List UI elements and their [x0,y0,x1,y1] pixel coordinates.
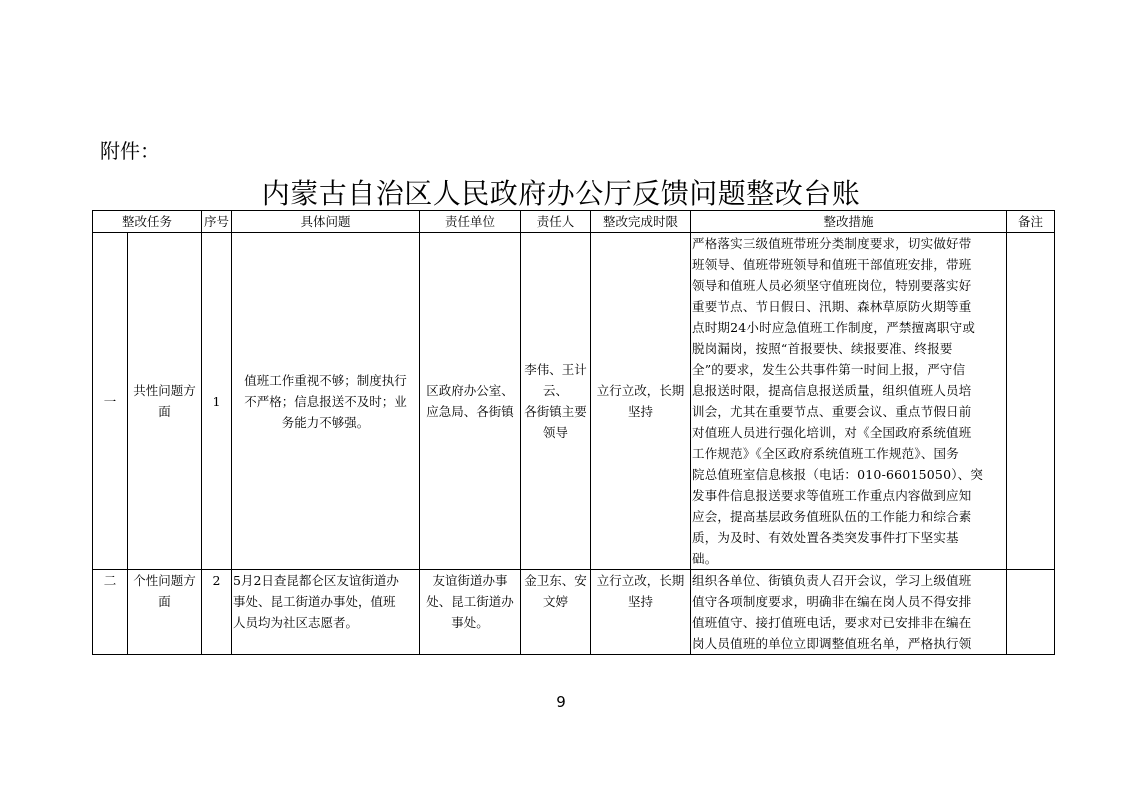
seq-cell: 2 [202,570,232,655]
task-number-cell: 二 [93,570,128,655]
attachment-label: 附件： [100,139,160,163]
unit-cell: 区政府办公室、 应急局、各街镇 [420,233,521,570]
remark-cell [1007,570,1055,655]
task-number-cell: 一 [93,233,128,570]
seq-cell: 1 [202,233,232,570]
page-number: 9 [556,693,566,711]
rectification-table [92,210,1055,655]
person-cell: 金卫东、安 文婷 [521,570,591,655]
col-header-unit: 责任单位 [420,211,521,233]
deadline-cell: 立行立改，长期 坚持 [591,570,691,655]
person-cell: 李伟、王计 云、 各街镇主要 领导 [521,233,591,570]
col-header-seq: 序号 [202,211,232,233]
page-title: 内蒙古自治区人民政府办公厅反馈问题整改台账 [261,177,861,210]
remark-cell [1007,233,1055,570]
col-header-measures: 整改措施 [691,211,1007,233]
unit-cell: 友谊街道办事 处、昆工街道办 事处。 [420,570,521,655]
table-row [93,570,1055,655]
measures-cell: 严格落实三级值班带班分类制度要求，切实做好带 班领导、值班带班领导和值班干部值班安排，带班 领导和值班人员必须坚守值班岗位，特别要落实好 重要节点、节日假日、汛期、森林草原防火期等重 点时期24小时应急值班工作制度，严禁擅离职守或 脱岗漏岗，按照“首报要快、续报要准、终报要 全”的要求，发生公共事件第一时间上报，严守信 息报送时限，提高信息报送质量，组织值班人员培 训会，尤其在重要节点、重要会议、重点节假日前 对值班人员进行强化培训，对《全国政府系统值班 工作规范》《全区政府系统值班工作规范》、国务 院总值班室信息核报（电话：010-66015050）、突 发事件信息报送要求等值班工作重点内容做到应知 应会，提高基层政务值班队伍的工作能力和综合素 质，为及时、有效处置各类突发事件打下坚实基 础。 [691,233,1007,570]
col-header-deadline: 整改完成时限 [591,211,691,233]
problem-cell: 值班工作重视不够；制度执行 不严格；信息报送不及时；业 务能力不够强。 [232,233,420,570]
problem-cell: 5月2日查昆都仑区友谊街道办 事处、昆工街道办事处，值班 人员均为社区志愿者。 [232,570,420,655]
table-row [93,233,1055,570]
col-header-problem: 具体问题 [232,211,420,233]
deadline-cell: 立行立改，长期 坚持 [591,233,691,570]
col-header-person: 责任人 [521,211,591,233]
col-header-remark: 备注 [1007,211,1055,233]
task-cell: 共性问题方 面 [128,233,202,570]
table-header-row [93,211,1055,233]
measures-cell: 组织各单位、街镇负责人召开会议，学习上级值班 值守各项制度要求，明确非在编在岗人员不得安排 值班值守、接打值班电话，要求对已安排非在编在 岗人员值班的单位立即调整值班名单，严格执行领 [691,570,1007,655]
task-cell: 个性问题方 面 [128,570,202,655]
col-header-task: 整改任务 [93,211,202,233]
